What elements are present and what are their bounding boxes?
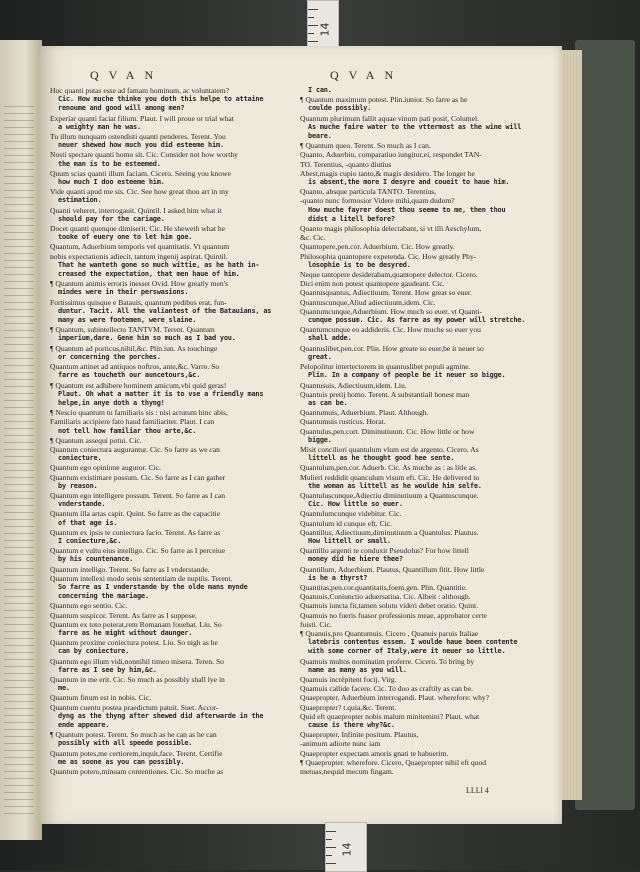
dictionary-line: the woman as littell as he woulde him selfe. — [308, 481, 482, 490]
dictionary-line: Tu illum nunquam ostendisti quanti penderes. Terent. You — [50, 132, 226, 142]
dictionary-line: losophie is to be desyred. — [308, 260, 411, 269]
dictionary-line: How littell or small. — [308, 536, 391, 545]
dictionary-line: cunque possum. Cic. As farre as my power will stretche. — [308, 316, 526, 325]
dictionary-line: possibly with all speede possible. — [58, 739, 193, 748]
dictionary-line: Quantuluscunque,Adiectiu diminutiuum a Quantuscunque. — [300, 490, 479, 500]
dictionary-line: ¶ Quantum est adhibere hominem amicum,vbi quid geras! — [50, 380, 227, 390]
dictionary-line: Nosti spectare quanti homo sit. Cic. Consider not how worthy — [50, 150, 238, 160]
dictionary-line: Dici enim non potest quantopere gaudeant. Cic. — [300, 279, 445, 289]
dictionary-line: ¶ Quantum potest. Terent. So much as he can as he can — [50, 730, 217, 740]
dictionary-line: Quantitas,pen.cor.quantitatis,foem.gen. Plin. Quantitie. — [300, 582, 468, 592]
dictionary-line: didst a litell before? — [308, 214, 395, 223]
running-head-right: QVAN — [330, 68, 404, 82]
ruler-label-top: 14 — [318, 22, 332, 37]
dictionary-line: duntur. Tacit. All the valiantest of the Batauians, as — [58, 306, 272, 315]
dictionary-line: Quantopere,pen.cor. Aduerbium. Cic. How greatly. — [300, 242, 455, 252]
dictionary-line: estimation. — [58, 196, 102, 205]
dictionary-line: ¶ Quantum ad porticus,nihil,&c. Plin.iun. As touchinge — [50, 343, 218, 353]
dictionary-line: ¶ Quaepropter. wherefore. Cicero, Quaepropter nihil eft quod — [300, 757, 487, 767]
dictionary-line: Quantumcunque eo addideris. Cic. How muche so euer you — [300, 325, 481, 335]
dictionary-line: I can. — [308, 86, 332, 94]
dictionary-line: how much I doo esteeme him. — [58, 178, 165, 187]
dictionary-line: Quantulumcunque videbitur. Cic. — [300, 509, 402, 519]
dictionary-line: Quantum potero,minuam contentiones. Cic. So muche as — [50, 767, 224, 777]
dictionary-line: Quaepropter? t.quia,&c. Terent. — [300, 702, 397, 712]
dictionary-line: Quantuis pretij homo. Terent. A substantiall honest man — [300, 389, 470, 399]
dictionary-line: Quantusquantus, Adiectiuum. Terent. How great so euer. — [300, 288, 472, 298]
dictionary-line: Quantum ego opinione auguror. Cic. — [50, 463, 161, 473]
dictionary-line: Quantum coniectura augurantur. Cic. So farre as we can — [50, 444, 220, 454]
dictionary-line: not tell how familiar thou arte,&c. — [58, 426, 197, 435]
dictionary-line: littell as he thought good hee sente. — [308, 454, 455, 463]
dictionary-line: Quantum attinet ad antiquos noftros, ante,&c. Varro. So — [50, 362, 220, 372]
dictionary-line: Quantuslibet,pen.cor. Plin. How greate so euer,be it neuer so — [300, 343, 484, 353]
dictionary-line: Quanti veheret, interrogauit. Quintil. I asked him what it — [50, 205, 222, 215]
dictionary-line: Quamuis iuncta fit,tamen solutu videri debet oratio. Quint. — [300, 601, 478, 611]
right-column — [300, 86, 532, 806]
dictionary-line: Quantum e vultu eius intelligo. Cic. So farre as I perceiue — [50, 546, 226, 556]
dictionary-line: Quantillo argenti te conduxit Pseudolus? For how littell — [300, 546, 469, 556]
dictionary-line: cause is there why?&c. — [308, 721, 395, 730]
dictionary-line: Quanto, Aduerbiu, comparatiuo iungitur,ei, respondet TAN- — [300, 150, 482, 160]
dictionary-line: Quantulum,pen.cor. Aduerb. Cic. As muche as : as litle as. — [300, 463, 477, 473]
dictionary-line: metuas,nequid mecum fingam. — [300, 767, 394, 777]
dictionary-line: nobis expectationis adiecit, tantum ingenij aspirat. Quintil. — [50, 251, 228, 261]
dictionary-line: ¶ Nescio quantum tu familiaris sis : nisi actutum hinc abis, — [50, 408, 228, 418]
dictionary-line: Quantum ex toto poterat,rem Romanam fouebat. Liu. So — [50, 619, 222, 629]
dictionary-line: Quantum potes,me certiorem,inquit,face. Terent. Certifie — [50, 748, 223, 758]
dictionary-line: ¶ Quanuis,pro Quantumuis. Cicero , Quanuis paruis Italiae — [300, 628, 479, 638]
dictionary-line: Quamuis incrépitent focij. Virg. — [300, 675, 397, 684]
dictionary-line: Quantum finum est in nobis. Cic. — [50, 693, 152, 703]
dictionary-line: of that age is. — [58, 518, 118, 527]
folio-signature: LLLl 4 — [466, 786, 489, 795]
dictionary-line: creased the expectation, that men haue of him. — [58, 270, 240, 279]
dictionary-line: can by coniecture. — [58, 647, 130, 656]
dictionary-line: Quantusuis, Adiectiuum,idem. Liu. — [300, 380, 407, 390]
dictionary-line: Pelopolitur intertectorem in quantuslibet populi agmine. — [300, 362, 471, 372]
dictionary-line: Quantum intelligo. Terent. So farre as I vnderstande. — [50, 564, 210, 574]
dictionary-line: Quantumcunque,Aduerbium. How much so euer. vt Quanti- — [300, 306, 483, 316]
dictionary-line: Quatuuis,Coniunctio aduersatiua. Cic. Albeit : although. — [300, 592, 471, 602]
dictionary-line: Cic. How little so euer. — [308, 500, 403, 509]
dictionary-line: Plin. In a company of people be it neuer so bigge. — [308, 371, 506, 380]
dictionary-line: a weighty man he was. — [58, 122, 141, 131]
dictionary-line: Quantulus,pen.cort. Diminutiuum. Cic. How little or how — [300, 426, 475, 436]
dictionary-line: -quanto nunc formosior Videre mihi,quam dudum? — [300, 196, 455, 206]
dictionary-line: bigge. — [308, 435, 332, 444]
dictionary-line: Quantum cuentu postea praedictum patuit. Suet. Accor- — [50, 702, 219, 712]
dictionary-line: dyng as the thyng after shewed did afterwarde in the — [58, 711, 264, 720]
dictionary-line: name as many as you will. — [308, 665, 407, 674]
dictionary-line: Neque tantopere desiderabam,quantopere delector. Cicero. — [300, 270, 478, 280]
running-head-left: QVAN — [90, 68, 164, 82]
dictionary-line: &c. Cic. — [300, 233, 326, 243]
dictionary-line: ¶ Quantum queo. Terent. So much as I can. — [300, 141, 431, 151]
dictionary-line: latebris contentus essem. I woulde haue been contente — [308, 638, 518, 647]
dictionary-line: Quantum intellexi modo senis sententiam de nuptiis. Terent. — [50, 573, 233, 583]
dictionary-line: is he a thyrst? — [308, 573, 368, 582]
dictionary-line: Quamuis multos nominatim proferre. Cicero. To bring by — [300, 656, 475, 666]
dictionary-line: helpe,in anye doth a thyng! — [58, 398, 165, 407]
dictionary-line: Quantum suspicor. Terent. As farre as I suppose. — [50, 610, 197, 620]
dictionary-line: as can be. — [308, 398, 348, 407]
dictionary-line: by his countenance. — [58, 555, 134, 564]
dictionary-line: Fortissimus quisque e Batauis, quantum pedibus erat, fun- — [50, 297, 227, 307]
dictionary-line: ¶ Quantum animis erroris inesset Ovid. How greatly men's — [50, 279, 228, 289]
dictionary-line: fuisti. Cic. — [300, 619, 332, 629]
dictionary-line: money did he hiere thee? — [308, 555, 403, 564]
dictionary-line: TO. Terentius, -quanto diutius — [300, 159, 392, 169]
dictionary-line: imperium,dare. Gene him so much as I bad you. — [58, 334, 236, 343]
dictionary-line: Quantulum id cunque eft. Cic. — [300, 518, 392, 528]
dictionary-line: me. — [58, 684, 70, 693]
dictionary-line: Quanto, absque particula TANTO. Terentius, — [300, 187, 437, 197]
dictionary-line: renoume and good will among men? — [58, 104, 185, 113]
dictionary-line: Quantum proxime coniectura potest. Liu. So nigh as he — [50, 638, 218, 648]
dictionary-line: or concerning the porches. — [58, 352, 161, 361]
dictionary-line: concerning the mariage. — [58, 592, 149, 601]
book-page — [38, 46, 562, 824]
dictionary-line: the man is to be esteemed. — [58, 159, 161, 168]
dictionary-line: Quantillum, Aduerbium. Plautus, Quantillum fitit. How little — [300, 564, 485, 574]
dictionary-line: Quantum illa artas capit. Quint. So farre as the capacitie — [50, 509, 221, 519]
dictionary-line: Docet quanti quenque dimiserit. Cic. He sheweth what he — [50, 224, 226, 234]
dictionary-line: Quantum ex ipsis te coniectura facio. Terent. As farre as — [50, 527, 221, 537]
dictionary-line: is absent,the more I desyre and coueit to haue him. — [308, 178, 510, 187]
dictionary-line: Hoc quanti putas esse ad famam hominum, ac voluntatem? — [50, 86, 230, 95]
dictionary-line: Quantum ego illum vidi,nonnihil timeo misera. Teren. So — [50, 656, 224, 666]
dictionary-line: coniecture. — [58, 454, 102, 463]
dictionary-line: Quantum plurimum fallit aquae vinum pati posit. Columel. — [300, 113, 480, 123]
dictionary-line: Familiaris accipiere fato haud familiariter. Plaut. I can — [50, 417, 215, 427]
dictionary-line: with some corner of Italy,were it neuer so little. — [308, 647, 506, 656]
dictionary-line: farre as he might without daunger. — [58, 628, 193, 637]
dictionary-line: ¶ Quantum maximum potest. Plin.iunior. So farre as he — [300, 95, 468, 105]
dictionary-line: neuer shewed how much you did esteeme him. — [58, 141, 224, 150]
dictionary-line: Vide quanti apud me sis. Cic. See how great thou art in my — [50, 187, 229, 197]
dictionary-line: Quantumuis, Aduerbium. Plaut. Although. — [300, 408, 429, 418]
facing-page — [0, 40, 42, 840]
dictionary-line: Quid eft quaepropter nobis malum minitemini? Plaut. what — [300, 711, 480, 721]
page-stack-edge — [560, 50, 582, 800]
dictionary-line: Experiar quanti faciat filium. Plaut. I will proue or trial what — [50, 113, 234, 123]
dictionary-line: ende appeare. — [58, 721, 110, 730]
dictionary-line: many as were footemen, were slaine. — [58, 316, 197, 325]
book-cover — [575, 40, 635, 810]
dictionary-line: by reason. — [58, 481, 98, 490]
dictionary-line: should pay for the cariage. — [58, 214, 165, 223]
dictionary-line: ¶ Quantum assequi potui. Cic. — [50, 435, 142, 445]
dictionary-line: Cic. How muche thinke you doth this helpe to attaine — [58, 95, 264, 104]
dictionary-line: beare. — [308, 132, 332, 141]
dictionary-line: Misit conciliori quantulum vlum est de argento. Cicero. As — [300, 444, 479, 454]
dictionary-line: Quamuis callide facere. Cic. To doo as craftily as can be. — [300, 684, 473, 694]
dictionary-line: tooke of euery one to let him goe. — [58, 233, 193, 242]
dictionary-line: vnderstande. — [58, 500, 106, 509]
dictionary-line: How muche fayrer doest thou seeme to me, then thou — [308, 205, 506, 214]
dictionary-line: Philosophia quantopere expetenda. Cic. How greatly Phy- — [300, 251, 477, 261]
dictionary-line: Quaepropter, Infinite positum. Plautus, — [300, 730, 419, 740]
dictionary-line: Quamuis no fueris fuasor professionis meae, approbator certe — [300, 610, 487, 620]
dictionary-line: Abest,magis cupio tanto,& magis desidero. The longer he — [300, 168, 475, 178]
dictionary-line: Quum scias quanti illum faciam. Cicero. Seeing you knowe — [50, 168, 231, 178]
dictionary-line: Quaepropter, Aduerbium interrogandi. Plaut. wherefore: why? — [300, 693, 490, 703]
dictionary-line: Quantum existimare possum. Cic. So farre as I can gather — [50, 472, 226, 482]
dictionary-line: ¶ Quantum, subintellecto TANTVM. Terent. Quantum — [50, 325, 215, 335]
dictionary-line: As muche faire water to the vttermost as the wine will — [308, 122, 522, 131]
dictionary-line: Quantum, Aduerbium temporis vel quantitatis. Vt quantum — [50, 242, 230, 252]
dictionary-line: coulde possibly. — [308, 104, 372, 113]
dictionary-line: Quaepropter expectam amoris gnati te habuerim. — [300, 748, 449, 758]
dictionary-line: farre as toucheth our auncetours,&c. — [58, 371, 201, 380]
dictionary-line: farre as I see by him,&c. — [58, 665, 157, 674]
dictionary-line: Quantum in me erit. Cic. So much as possibly shall lye in — [50, 675, 225, 684]
dictionary-line: Quantillus, Adiectiuum,diminutiuum a Quantulus. Plautus. — [300, 527, 479, 537]
dictionary-line: I coniecture,&c. — [58, 536, 122, 545]
dictionary-line: me as soone as you can possibly. — [58, 757, 185, 766]
dictionary-line: mindes were in their perswasions. — [58, 288, 189, 297]
dictionary-line: shall adde. — [308, 334, 352, 343]
dictionary-line: great. — [308, 352, 332, 361]
dictionary-line: Mulieri reddidit quanculum visum eft. Cic. He delivered to — [300, 472, 480, 482]
dictionary-line: Quantum ego intelligere possum. Terent. So farre as I can — [50, 490, 225, 500]
dictionary-line: Quantum ego sentio. Cic. — [50, 601, 128, 611]
dictionary-line: -animum adiorte nunc iam — [300, 739, 381, 749]
dictionary-line: Quanto magis philosophia delectabant, si vt illi Aeschylum, — [300, 224, 482, 234]
dictionary-line: Plaut. Oh what a matter it is to vse a friendly mans — [58, 389, 264, 398]
dictionary-line: So farre as I vnderstande by the olde mans mynde — [58, 582, 248, 591]
dictionary-line: Quantuscunque,Aliud adiectiuum,idem. Cic. — [300, 297, 436, 307]
left-column — [50, 86, 282, 806]
scale-ruler-bottom — [325, 822, 367, 872]
dictionary-line: Quantumuis rusticus. Horat. — [300, 417, 386, 427]
scale-ruler-top — [307, 0, 339, 48]
ruler-label-bottom: 14 — [340, 842, 354, 857]
dictionary-line: That he wanteth gone so much wittie, as he hath in- — [58, 260, 260, 269]
